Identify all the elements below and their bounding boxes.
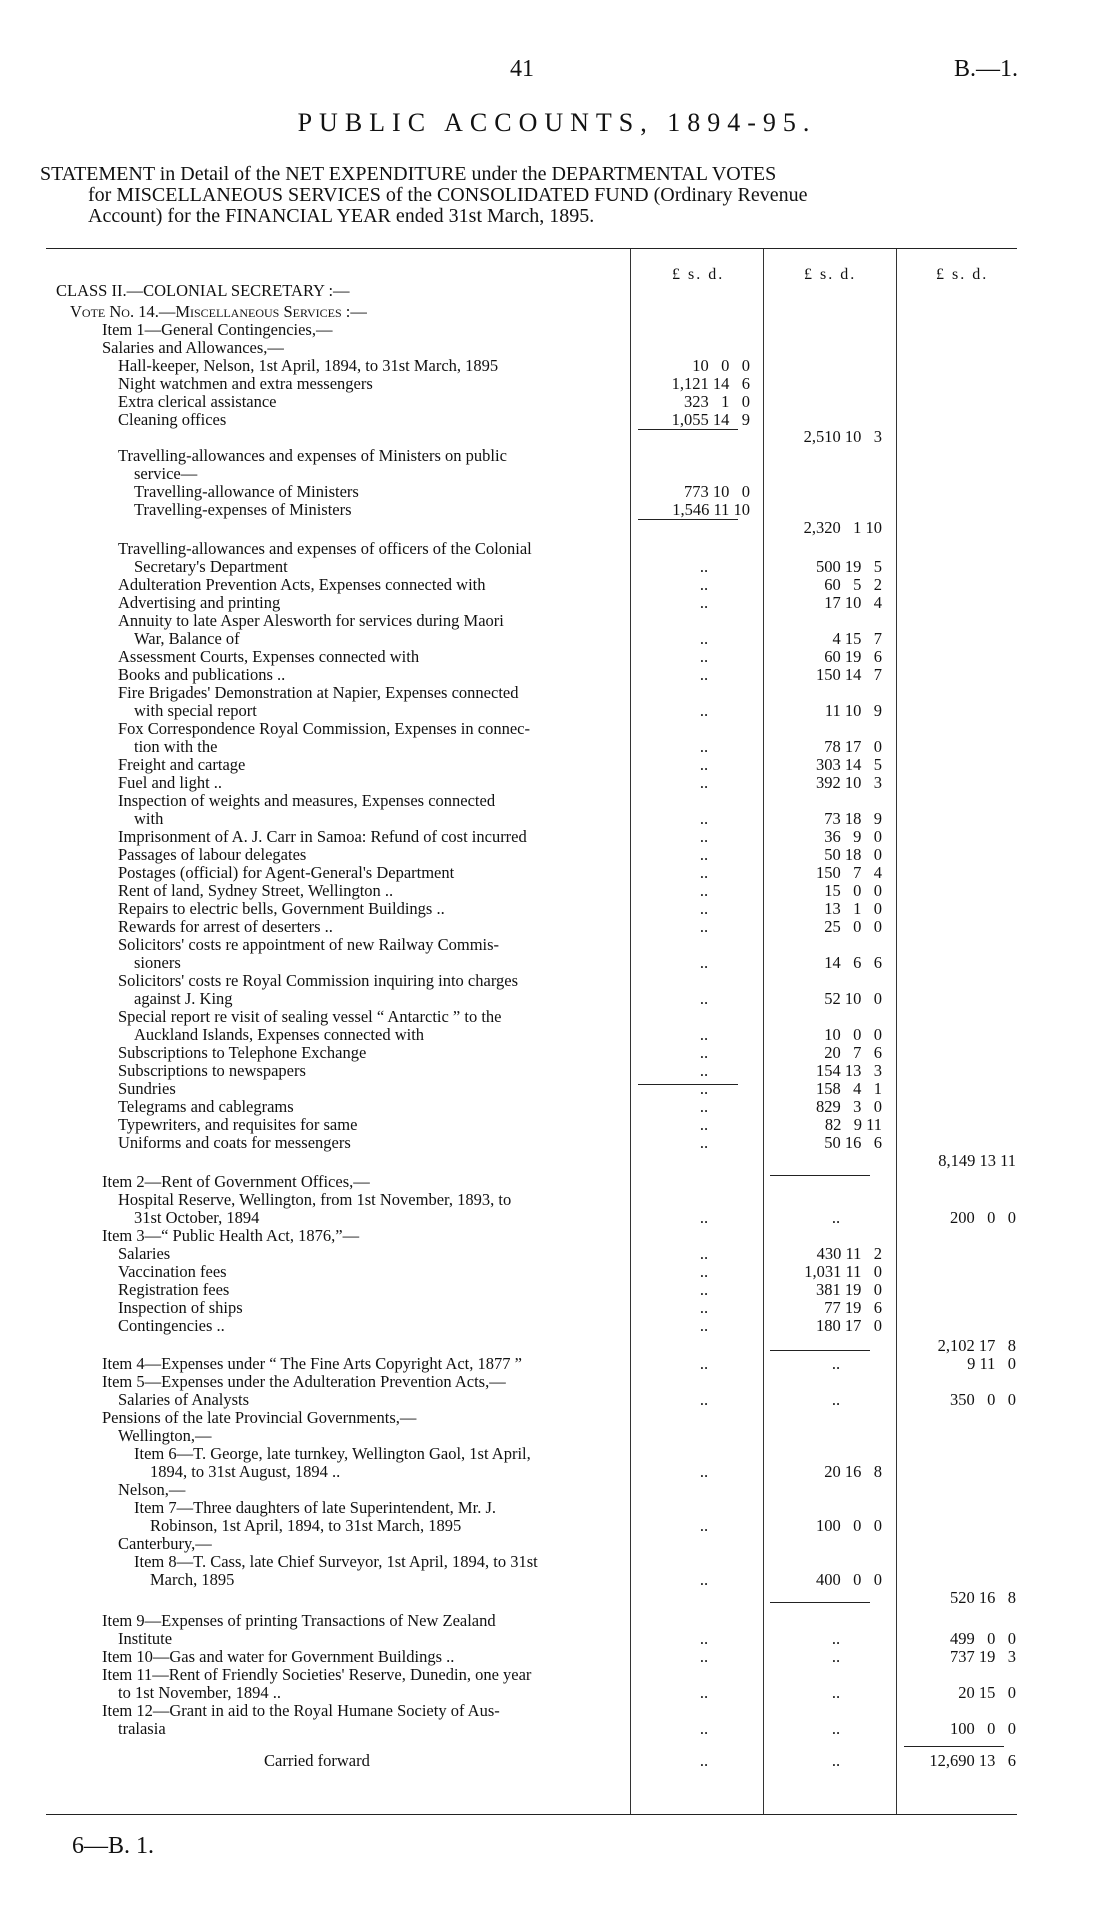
amount-c1: .. <box>699 1647 709 1666</box>
amount-c2: 500 19 5 <box>816 557 882 576</box>
amount-c1: .. <box>699 1280 709 1299</box>
row-description: Freight and cartage <box>118 755 246 774</box>
amount-c2: 100 0 0 <box>816 1516 882 1535</box>
row-description: Travelling-allowance of Ministers <box>134 482 359 501</box>
row-description: Solicitors' costs re Royal Commission inquiring into charges <box>118 971 519 990</box>
amount-c2: 381 19 0 <box>816 1280 882 1299</box>
row-description: Wellington,— <box>118 1426 212 1445</box>
amount-c1: .. <box>699 1079 709 1098</box>
amount-c1: .. <box>699 1629 709 1648</box>
row-description: Item 1—General Contingencies,— <box>102 320 333 339</box>
amount-c3: 9 11 0 <box>967 1354 1016 1373</box>
amount-c2: 50 16 6 <box>824 1133 882 1152</box>
row-description: Solicitors' costs re appointment of new Railway Commis- <box>118 935 500 954</box>
row-description: Item 11—Rent of Friendly Societies' Reserve, Dunedin, one year <box>102 1665 532 1684</box>
row-description: 31st October, 1894 <box>134 1208 260 1227</box>
subtotal-rule <box>638 519 738 520</box>
row-description: Inspection of ships <box>118 1298 243 1317</box>
row-description: with special report <box>134 701 257 720</box>
row-description: tralasia <box>118 1719 166 1738</box>
amount-c1: .. <box>699 1097 709 1116</box>
amount-c1: .. <box>699 1208 709 1227</box>
amount-c2: 78 17 0 <box>824 737 882 756</box>
amount-c2: 77 19 6 <box>824 1298 882 1317</box>
amount-c2: 13 1 0 <box>824 899 882 918</box>
amount-c3: 499 0 0 <box>950 1629 1016 1648</box>
row-description: Institute <box>118 1629 173 1648</box>
row-description: Advertising and printing <box>118 593 281 612</box>
amount-c1: .. <box>699 1262 709 1281</box>
amount-c2: 150 14 7 <box>816 665 882 684</box>
row-description: Cleaning offices <box>118 410 227 429</box>
amount-c1: .. <box>699 1043 709 1062</box>
amount-c2: 158 4 1 <box>816 1079 882 1098</box>
row-description: CLASS II.—COLONIAL SECRETARY :— <box>56 281 350 300</box>
amount-c2: 73 18 9 <box>824 809 882 828</box>
amount-c1: .. <box>699 1516 709 1535</box>
amount-c2: 400 0 0 <box>816 1570 882 1589</box>
row-description: Auckland Islands, Expenses connected with <box>134 1025 425 1044</box>
amount-c1: .. <box>699 827 709 846</box>
amount-c1: .. <box>699 989 709 1008</box>
row-description: Item 2—Rent of Government Offices,— <box>102 1172 370 1191</box>
amount-c1: .. <box>699 881 709 900</box>
row-description: Carried forward <box>264 1751 370 1770</box>
row-description: Item 9—Expenses of printing Transactions of New Zealand <box>102 1611 496 1630</box>
amount-c3: 12,690 13 6 <box>929 1751 1016 1770</box>
row-description: Adulteration Prevention Acts, Expenses connected with <box>118 575 486 594</box>
row-description: sioners <box>134 953 181 972</box>
amount-c2: 20 7 6 <box>824 1043 882 1062</box>
amount-c1: .. <box>699 1683 709 1702</box>
row-description: Assessment Courts, Expenses connected with <box>118 647 420 666</box>
row-description: Salaries and Allowances,— <box>102 338 284 357</box>
row-description: March, 1895 <box>150 1570 235 1589</box>
amount-c2: .. <box>831 1647 841 1666</box>
amount-c1: .. <box>699 1316 709 1335</box>
subtotal-rule <box>770 1602 870 1603</box>
amount-c2: 150 7 4 <box>816 863 882 882</box>
amount-c1: .. <box>699 629 709 648</box>
row-description: tion with the <box>134 737 218 756</box>
row-description: Hospital Reserve, Wellington, from 1st November, 1893, to <box>118 1190 512 1209</box>
amount-c2: 303 14 5 <box>816 755 882 774</box>
amount-c3: 20 15 0 <box>958 1683 1016 1702</box>
document-reference: B.—1. <box>953 56 1018 82</box>
amount-c1: 10 0 0 <box>692 356 750 375</box>
amount-c1: .. <box>699 809 709 828</box>
amount-c3: 350 0 0 <box>950 1390 1016 1409</box>
row-description: Special report re visit of sealing vessel “ Antarctic ” to the <box>118 1007 502 1026</box>
row-description: 1894, to 31st August, 1894 .. <box>150 1462 341 1481</box>
amount-c1: .. <box>699 1244 709 1263</box>
amount-c2: .. <box>831 1354 841 1373</box>
amount-c1: 1,121 14 6 <box>671 374 750 393</box>
amount-c1: .. <box>699 773 709 792</box>
amount-c2: .. <box>831 1629 841 1648</box>
page-number: 41 <box>510 56 534 82</box>
row-description: with <box>134 809 164 828</box>
column-divider <box>630 249 631 1814</box>
column-header-2: £ s. d. <box>804 266 857 283</box>
amount-c1: .. <box>699 1133 709 1152</box>
column-header-1: £ s. d. <box>672 266 725 283</box>
row-description: Registration fees <box>118 1280 230 1299</box>
page-footer: 6—B. 1. <box>72 1833 155 1859</box>
row-description: Sundries <box>118 1079 176 1098</box>
row-description: Imprisonment of A. J. Carr in Samoa: Refund of cost incurred <box>118 827 527 846</box>
row-description: Item 4—Expenses under “ The Fine Arts Copyright Act, 1877 ” <box>102 1354 522 1373</box>
subtotal-rule <box>770 1175 870 1176</box>
amount-c2: 36 9 0 <box>824 827 882 846</box>
row-description: Salaries <box>118 1244 171 1263</box>
row-description: Postages (official) for Agent-General's Department <box>118 863 455 882</box>
amount-c3: 2,102 17 8 <box>937 1336 1016 1355</box>
amount-c2: .. <box>831 1683 841 1702</box>
page-title: PUBLIC ACCOUNTS, 1894-95. <box>297 108 817 137</box>
row-description: Passages of labour delegates <box>118 845 307 864</box>
amount-c1: 1,055 14 9 <box>671 410 750 429</box>
amount-c2: 180 17 0 <box>816 1316 882 1335</box>
amount-c1: .. <box>699 557 709 576</box>
amount-c2: 14 6 6 <box>824 953 882 972</box>
row-description: to 1st November, 1894 .. <box>118 1683 281 1702</box>
amount-c1: .. <box>699 1354 709 1373</box>
row-description: Travelling-allowances and expenses of officers of the Colonial <box>118 539 532 558</box>
amount-c2: 82 9 11 <box>824 1115 882 1134</box>
row-description: Rent of land, Sydney Street, Wellington .. <box>118 881 394 900</box>
heading-line-1: STATEMENT in Detail of the NET EXPENDITURE under the DEPARTMENTAL VOTES <box>40 163 777 185</box>
heading-line-3: Account) for the FINANCIAL YEAR ended 31st March, 1895. <box>88 205 595 227</box>
row-description: Vote No. 14.—Miscellaneous Services :— <box>70 302 367 321</box>
amount-c1: .. <box>699 1570 709 1589</box>
row-description: Item 6—T. George, late turnkey, Wellington Gaol, 1st April, <box>134 1444 531 1463</box>
row-description: Pensions of the late Provincial Governments,— <box>102 1408 417 1427</box>
amount-c3: 520 16 8 <box>950 1588 1016 1607</box>
amount-c1: .. <box>699 665 709 684</box>
amount-c1: 773 10 0 <box>684 482 750 501</box>
amount-c1: .. <box>699 701 709 720</box>
heading-line-2: for MISCELLANEOUS SERVICES of the CONSOLIDATED FUND (Ordinary Revenue <box>88 184 808 206</box>
row-description: Telegrams and cablegrams <box>118 1097 294 1116</box>
amount-c1: .. <box>699 737 709 756</box>
row-description: Hall-keeper, Nelson, 1st April, 1894, to 31st March, 1895 <box>118 356 499 375</box>
row-description: Vaccination fees <box>118 1262 227 1281</box>
amount-c1: .. <box>699 1061 709 1080</box>
amount-c1: .. <box>699 755 709 774</box>
row-description: Item 3—“ Public Health Act, 1876,”— <box>102 1226 360 1245</box>
amount-c2: 154 13 3 <box>816 1061 882 1080</box>
amount-c2: .. <box>831 1751 841 1770</box>
amount-c1: .. <box>699 575 709 594</box>
row-description: Annuity to late Asper Alesworth for services during Maori <box>118 611 504 630</box>
row-description: Repairs to electric bells, Government Buildings .. <box>118 899 445 918</box>
amount-c2: 20 16 8 <box>824 1462 882 1481</box>
row-description: Subscriptions to newspapers <box>118 1061 306 1080</box>
subtotal-rule <box>904 1746 1004 1747</box>
subtotal-rule <box>638 429 738 430</box>
row-description: War, Balance of <box>134 629 240 648</box>
row-description: Contingencies .. <box>118 1316 225 1335</box>
amount-c2: .. <box>831 1390 841 1409</box>
amount-c1: .. <box>699 953 709 972</box>
amount-c2: 1,031 11 0 <box>804 1262 882 1281</box>
amount-c1: .. <box>699 863 709 882</box>
row-description: Uniforms and coats for messengers <box>118 1133 351 1152</box>
amount-c2: 52 10 0 <box>824 989 882 1008</box>
amount-c1: .. <box>699 647 709 666</box>
amount-c2: 10 0 0 <box>824 1025 882 1044</box>
amount-c3: 200 0 0 <box>950 1208 1016 1227</box>
row-description: Books and publications .. <box>118 665 286 684</box>
row-description: Item 8—T. Cass, late Chief Surveyor, 1st April, 1894, to 31st <box>134 1552 538 1571</box>
amount-c3: 8,149 13 11 <box>938 1151 1016 1170</box>
row-description: service— <box>134 464 198 483</box>
row-description: Travelling-allowances and expenses of Ministers on public <box>118 446 507 465</box>
amount-c1: .. <box>699 1115 709 1134</box>
amount-c2: 2,510 10 3 <box>803 427 882 446</box>
amount-c2: 60 5 2 <box>824 575 882 594</box>
amount-c1: .. <box>699 593 709 612</box>
row-description: Extra clerical assistance <box>118 392 277 411</box>
amount-c1: .. <box>699 1298 709 1317</box>
subtotal-rule <box>638 1084 738 1085</box>
subtotal-rule <box>770 1350 870 1351</box>
amount-c2: 17 10 4 <box>824 593 882 612</box>
amount-c2: 392 10 3 <box>816 773 882 792</box>
statement-heading <box>40 164 1040 227</box>
amount-c2: 11 10 9 <box>824 701 882 720</box>
row-description: Nelson,— <box>118 1480 186 1499</box>
row-description: Inspection of weights and measures, Expenses connected <box>118 791 496 810</box>
row-description: Item 12—Grant in aid to the Royal Humane Society of Aus- <box>102 1701 500 1720</box>
amount-c3: 100 0 0 <box>950 1719 1016 1738</box>
column-divider <box>763 249 764 1814</box>
amount-c1: .. <box>699 1462 709 1481</box>
row-description: Item 5—Expenses under the Adulteration Prevention Acts,— <box>102 1372 506 1391</box>
amount-c2: 60 19 6 <box>824 647 882 666</box>
row-description: Canterbury,— <box>118 1534 212 1553</box>
amount-c2: 2,320 1 10 <box>803 518 882 537</box>
row-description: Fire Brigades' Demonstration at Napier, Expenses connected <box>118 683 519 702</box>
row-description: Item 10—Gas and water for Government Buildings .. <box>102 1647 455 1666</box>
row-description: Fuel and light .. <box>118 773 223 792</box>
amount-c1: .. <box>699 1751 709 1770</box>
row-description: Fox Correspondence Royal Commission, Expenses in connec- <box>118 719 530 738</box>
amount-c2: 430 11 2 <box>816 1244 882 1263</box>
row-description: Robinson, 1st April, 1894, to 31st March, 1895 <box>150 1516 462 1535</box>
row-description: Salaries of Analysts <box>118 1390 250 1409</box>
row-description: Night watchmen and extra messengers <box>118 374 373 393</box>
amount-c1: .. <box>699 845 709 864</box>
row-description: Item 7—Three daughters of late Superintendent, Mr. J. <box>134 1498 496 1517</box>
amount-c1: .. <box>699 917 709 936</box>
row-description: Subscriptions to Telephone Exchange <box>118 1043 367 1062</box>
amount-c2: 4 15 7 <box>832 629 882 648</box>
amount-c1: .. <box>699 899 709 918</box>
row-description: against J. King <box>134 989 233 1008</box>
amount-c1: .. <box>699 1719 709 1738</box>
column-header-3: £ s. d. <box>936 266 989 283</box>
row-description: Rewards for arrest of deserters .. <box>118 917 333 936</box>
amount-c1: 1,546 11 10 <box>672 500 750 519</box>
row-description: Travelling-expenses of Ministers <box>134 500 352 519</box>
amount-c1: .. <box>699 1025 709 1044</box>
row-description: Secretary's Department <box>134 557 288 576</box>
amount-c2: .. <box>831 1719 841 1738</box>
column-divider <box>896 249 897 1814</box>
amount-c2: .. <box>831 1208 841 1227</box>
row-description: Typewriters, and requisites for same <box>118 1115 358 1134</box>
amount-c2: 50 18 0 <box>824 845 882 864</box>
amount-c2: 25 0 0 <box>824 917 882 936</box>
amount-c2: 15 0 0 <box>824 881 882 900</box>
amount-c1: 323 1 0 <box>684 392 750 411</box>
amount-c1: .. <box>699 1390 709 1409</box>
amount-c2: 829 3 0 <box>816 1097 882 1116</box>
amount-c3: 737 19 3 <box>950 1647 1016 1666</box>
